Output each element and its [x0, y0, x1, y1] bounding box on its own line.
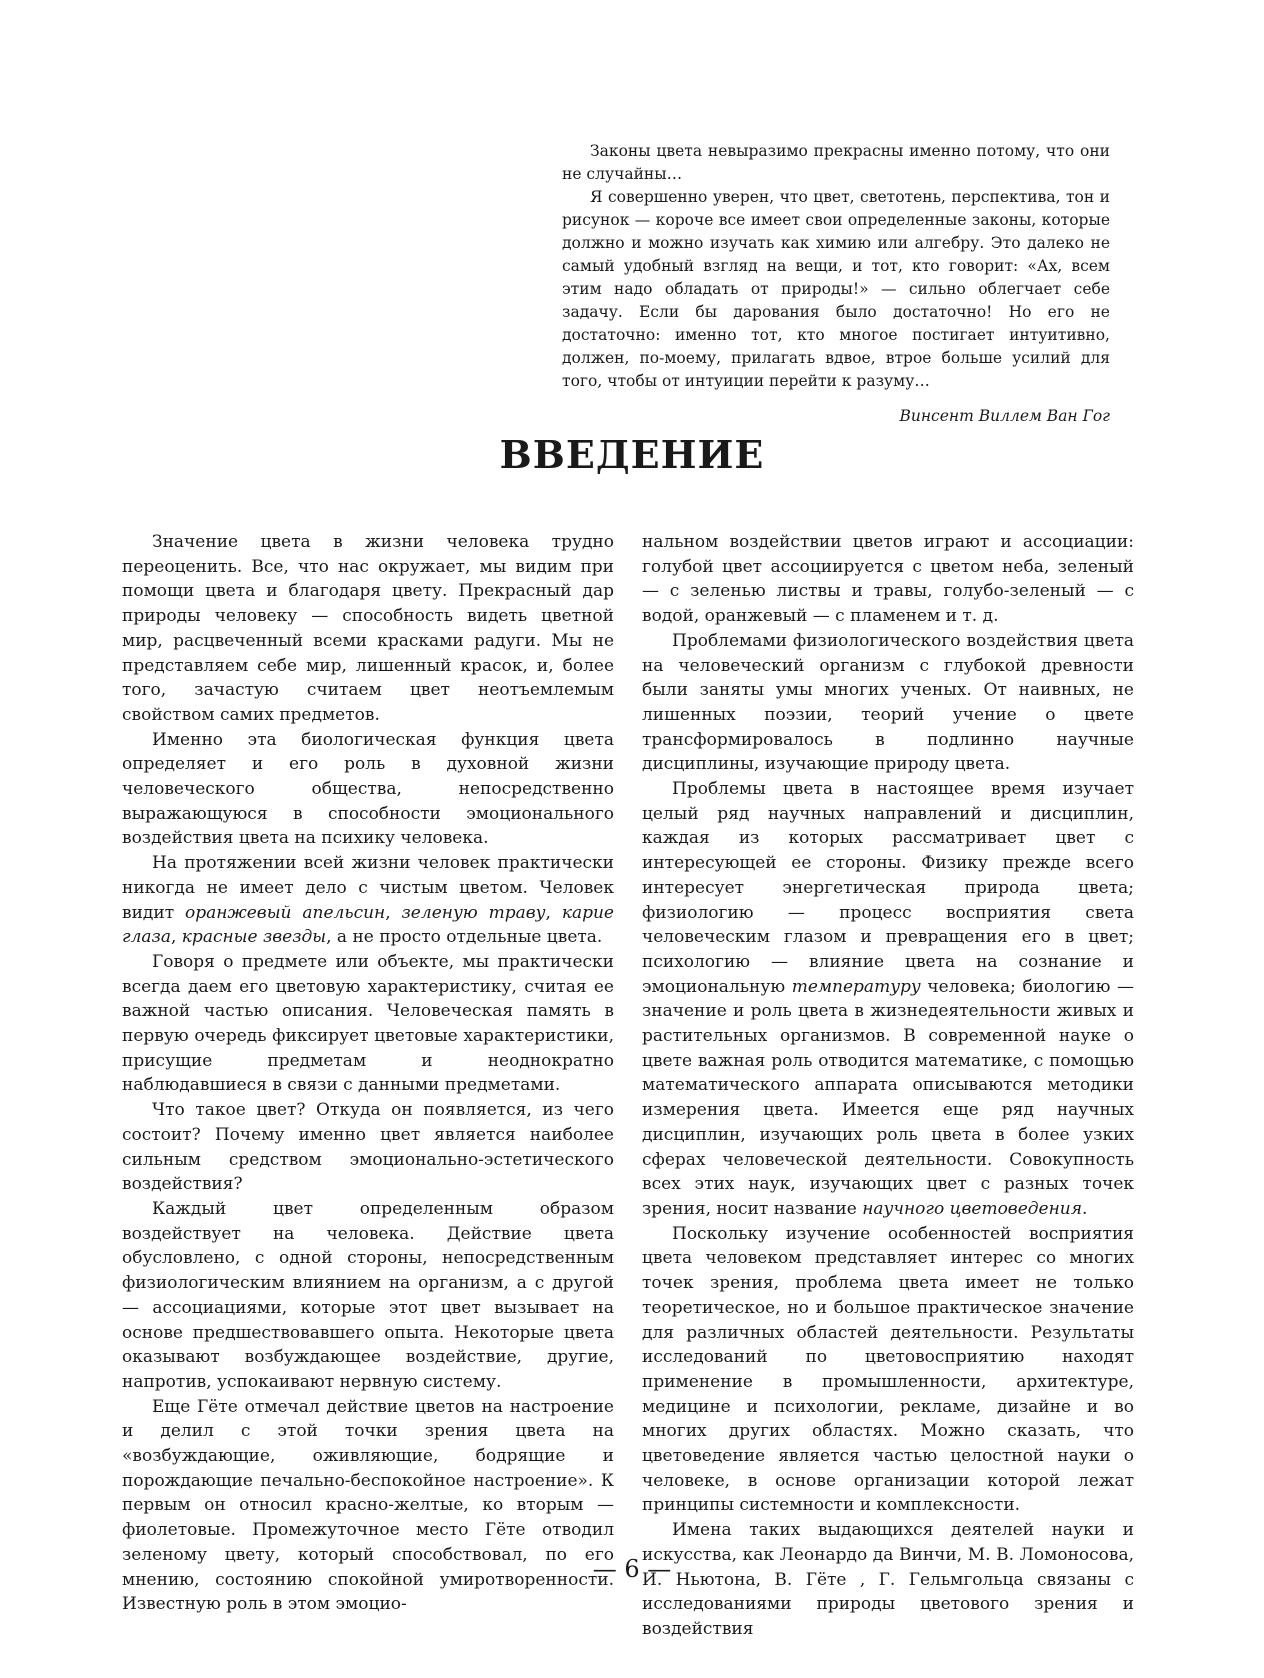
page-number: — 6 — — [592, 1555, 672, 1583]
epigraph-paragraph: Я совершенно уверен, что цвет, светотень, перспектива, тон и рисунок — короче все имеет свои определенные законы, которые должно и можно изучать как химию или алгебру. Это далеко не самый удобный взгляд на вещи, и тот, кто говорит: «Ах, всем этим надо обладать от природы!» — сильно облегчает себе задачу. Если бы дарования было достаточно! Но его не достаточно: именно тот, кто многое постигает интуитивно, должен, по-моему, прилагать вдвое, втрое больше усилий для того, чтобы от интуиции перейти к разуму… — [562, 188, 1110, 390]
left-column — [122, 530, 614, 1617]
paragraph: Имена таких выдающихся деятелей науки и искусства, как Леонардо да Винчи, М. В. Ломоносова, И. Ньютона, В. Гёте , Г. Гельмгольца связаны с исследованиями природы цветового зрения и воздействия — [642, 1520, 1134, 1639]
paragraph: Именно эта биологическая функция цвета определяет и его роль в духовной жизни человеческого общества, непосредственно выражающуюся в способности эмоционального воздействия цвета на психику человека. — [122, 729, 614, 849]
paragraph: Поскольку изучение особенностей восприятия цвета человеком представляет интерес со многих точек зрения, проблема цвета имеет не только теоретическое, но и большое практическое значение для различных областей деятельности. Результаты исследований по цветовосприятию находят применение в промышленности, архитектуре, медицине и психологии, рекламе, дизайне и во многих других областях. Можно сказать, что цветоведение является частью целостной науки о человеке, в основе организации которой лежат принципы системности и комплексности. — [642, 1223, 1134, 1516]
paragraph: Каждый цвет определенным образом воздействует на человека. Действие цвета обусловлено, с одной стороны, непосредственным физиологическим влиянием на организм, а с другой — ассоциациями, которые этот цвет вызывает на основе предшествовавшего опыта. Некоторые цвета оказывают возбуждающее воздействие, другие, напротив, успокаивают нервную систему. — [122, 1198, 614, 1392]
right-column — [642, 530, 1134, 1642]
chapter-title: ВВЕДЕНИЕ — [499, 432, 765, 477]
paragraph: Проблемами физиологического воздействия цвета на человеческий организм с глубокой древности были заняты умы многих ученых. От наивных, не лишенных поэзии, теорий учение о цвете трансформировалось в подлинно научные дисциплины, изучающие природу цвета. — [642, 630, 1134, 775]
paragraph-continued: нальном воздействии цветов играют и ассоциации: голубой цвет ассоциируется с цветом неба, зеленый — с зеленью листвы и травы, голубо-зеленый — с водой, оранжевый — с пламенем и т. д. — [642, 532, 1134, 627]
paragraph: Значение цвета в жизни человека трудно переоценить. Все, что нас окружает, мы видим при помощи цвета и благодаря цвету. Прекрасный дар природы человеку — способность видеть цветной мир, расцвеченный всеми красками радуги. Мы не представляем себе мир, лишенный красок, и, более того, зачастую считаем цвет неотъемлемым свойством самих предметов. — [122, 532, 614, 725]
paragraph: Говоря о предмете или объекте, мы практически всегда даем его цветовую характеристику, считая ее важной частью описания. Человеческая память в первую очередь фиксирует цветовые характеристики, присущие предметам и неоднократно наблюдавшиеся в связи с данными предметами. — [122, 951, 614, 1096]
paragraph: Проблемы цвета в настоящее время изучает целый ряд научных направлений и дисциплин, каждая из которых рассматривает цвет с интересующей ее стороны. Физику прежде всего интересует энергетическая природа цвета; физиологию — процесс восприятия света человеческим глазом и превращения его в цвет; психологию — влияние цвета на сознание и эмоциональную температуру человека; биологию — значение и роль цвета в жизнедеятельности живых и растительных организмов. В современной науке о цвете важная роль отводится математике, с помощью математического аппарата описываются методики измерения цвета. Имеется еще ряд научных дисциплин, изучающих роль цвета в более узких сферах человеческой деятельности. Совокупность всех этих наук, изучающих цвет с разных точек зрения, носит название научного цветоведения. — [642, 779, 1134, 1219]
paragraph: Что такое цвет? Откуда он появляется, из чего состоит? Почему именно цвет является наиболее сильным средством эмоционально-эстетического воздействия? — [122, 1100, 614, 1195]
epigraph — [562, 140, 1110, 428]
epigraph-paragraph: Законы цвета невыразимо прекрасны именно потому, что они не случайны… — [562, 142, 1110, 183]
epigraph-author: Винсент Виллем Ван Гог — [899, 407, 1110, 425]
paragraph: Еще Гёте отмечал действие цветов на настроение и делил с этой точки зрения цвета на «возбуждающие, оживляющие, бодрящие и порождающие печально-беспокойное настроение». К первым он относил красно-желтые, ко вторым — фиолетовые. Промежуточное место Гёте отводил зеленому цвету, который способствовал, по его мнению, состоянию спокойной умиротворенности. Известную роль в этом эмоцио- — [122, 1396, 614, 1615]
paragraph: На протяжении всей жизни человек практически никогда не имеет дело с чистым цветом. Человек видит оранжевый апельсин, зеленую траву, карие глаза, красные звезды, а не просто отдельные цвета. — [122, 853, 614, 948]
